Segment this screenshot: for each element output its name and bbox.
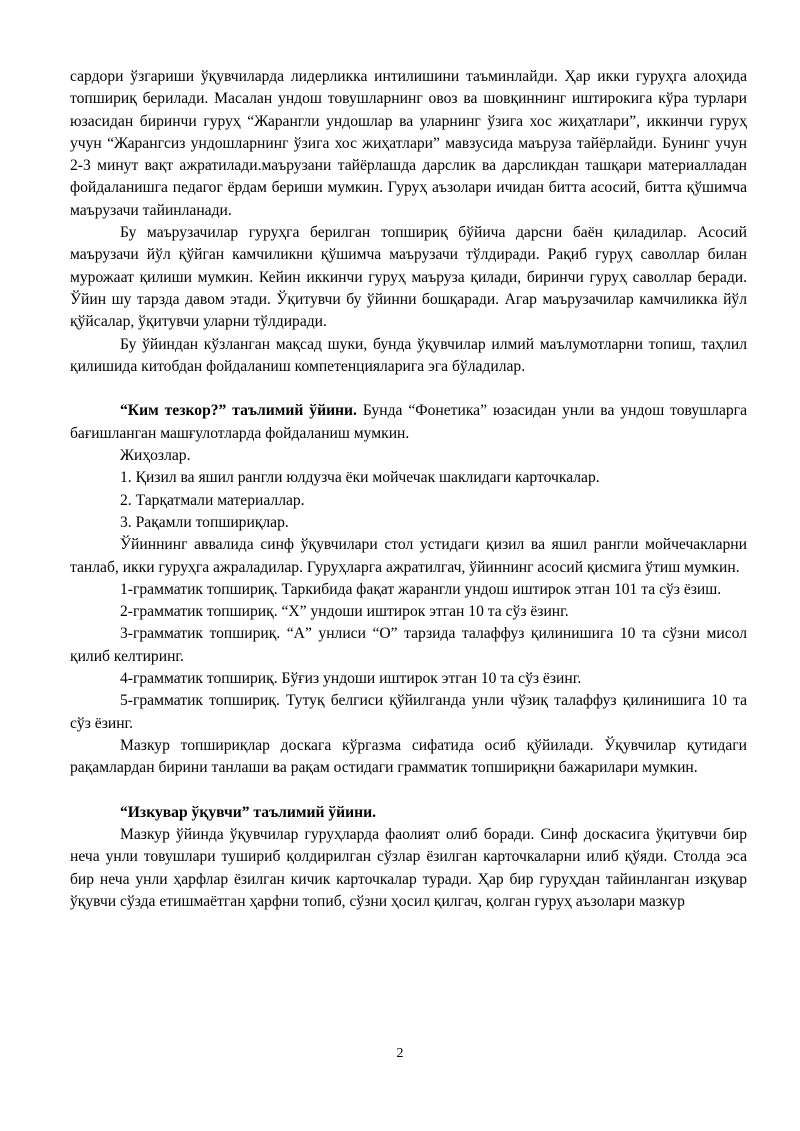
paragraph-lead: сардори ўзгариши ўқувчиларда лидерликка интилишини таъминлайди. Ҳар икки гуруҳга алоҳида топшириқ берилади. Масалан ундош товушларнинг овоз ва шовқиннинг иштирокига кўра турлари юзасидан биринчи гуруҳ “Жарангли ундошлар ва уларнинг ўзига хос жиҳатлари”, иккинчи гуруҳ учун “Жарангсиз ундошларнинг ўзига хос жиҳатлари” мавзусида маъруза тайёрлайди. Бунинг учун 2-3 минут вақт ажратилади.маърузани тайёрлашда дарслик ва дарсликдан ташқари материалладан фойдаланишга педагог ёрдам бериши мумкин. Гуруҳ аъзолари ичидан битта асосий, битта қўшимча маърузачи тайинланади.	[70, 68, 747, 219]
task-item-4: 4-грамматик топшириқ. Бўғиз ундоши иштирок этган 10 та сўз ёзинг.	[120, 670, 582, 688]
paragraph-groups: Ўйиннинг аввалида синф ўқувчилари стол устидаги қизил ва яшил рангли мойчечакларни танлаб, икки гуруҳга ажраладилар. Гуруҳларга ажратилгач, ўйиннинг асосий қисмига ўтиш мумкин.	[70, 536, 747, 576]
equipment-label: Жиҳозлар.	[120, 447, 191, 465]
spacer	[70, 780, 747, 802]
game-2-heading	[70, 802, 747, 824]
game-1-intro: Бунда “Фонетика” юзасидан унли ва ундош товушларга бағишланган машғулотларда фойдаланиш мумкин.	[70, 402, 747, 442]
spacer	[70, 378, 747, 400]
page-number: 2	[396, 1046, 404, 1061]
task-item-3: 3-грамматик топшириқ. “А” унлиси “О” тарзида талаффуз қилинишига 10 та сўзни мисол қилиб келтиринг.	[70, 625, 747, 665]
game-1-title: “Ким тезкор?” таълимий ўйини.	[120, 402, 357, 420]
paragraph-board: Мазкур топшириқлар доскага кўргазма сифатида осиб қўйилади. Ўқувчилар қутидаги рақамлардан бирини танлаши ва рақам остидаги грамматик топшириқни бажарилари мумкин.	[70, 736, 747, 777]
document-page	[70, 66, 747, 913]
equipment-item-3: 3. Рақамли топшириқлар.	[120, 513, 289, 531]
paragraph-goal: Бу ўйиндан кўзланган мақсад шуки, бунда ўқувчилар илмий маълумотларни топиш, таҳлил қилишида китобдан фойдаланиш компетенцияларига эга бўладилар.	[70, 335, 747, 375]
paragraph-detective: Мазкур ўйинда ўқувчилар гуруҳларда фаолият олиб боради. Синф доскасига ўқитувчи бир неча унли товушлари тушириб қолдирилган сўзлар ёзилган карточкаларни илиб қўяди. Столда эса бир неча унли ҳарфлар ёзилган кичик карточкалар туради. Ҳар бир гуруҳдан тайинланган изқувар ўқувчи сўзда етишмаётган ҳарфни топиб, сўзни ҳосил қилгач, қолган гуруҳ аъзолари мазкур	[70, 826, 747, 910]
task-item-2: 2-грамматик топшириқ. “Х” ундоши иштирок этган 10 та сўз ёзинг.	[120, 603, 569, 621]
paragraph-speakers: Бу маърузачилар гуруҳга берилган топшириқ бўйича дарсни баён қиладилар. Асосий маърузачи йўл қўйган камчиликни қўшимча маърузачи тўлдиради. Рақиб гуруҳ саволлар билан мурожаат қилиши мумкин. Кейин иккинчи гуруҳ маъруза қилади, биринчи гуруҳ саволлар беради. Ўйин шу тарзда давом этади. Ўқитувчи бу ўйинни бошқаради. Агар маърузачилар камчиликка йўл қўйсалар, ўқитувчи уларни тўлдиради.	[70, 224, 747, 331]
game-1-heading	[70, 400, 747, 445]
equipment-item-2: 2. Тарқатмали материаллар.	[120, 491, 305, 509]
equipment-item-1: 1. Қизил ва яшил рангли юлдузча ёки мойчечак шаклидаги карточкалар.	[120, 469, 600, 487]
game-2-title: “Изкувар ўқувчи” таълимий ўйини.	[120, 803, 377, 821]
task-item-5: 5-грамматик топшириқ. Тутуқ белгиси қўйилганда унли чўзиқ талаффуз қилинишига 10 та сўз ёзинг.	[70, 692, 747, 732]
task-item-1: 1-грамматик топшириқ. Таркибида фақат жарангли ундош иштирок этган 101 та сўз ёзиш.	[120, 580, 722, 598]
